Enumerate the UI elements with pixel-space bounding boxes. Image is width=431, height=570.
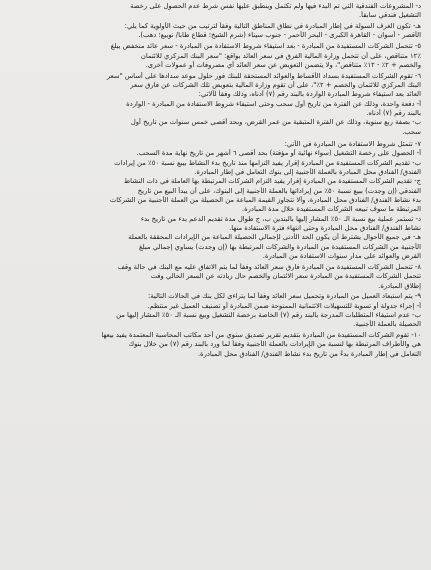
text-line: الحصيلة بالعملة الأجنبية.: [353, 320, 421, 329]
text-line: ٥- تتحمل الشركات المستفيدة من المبادرة - بعد استيفاء شروط الاستفادة من المبادرة - سعر عائد منخفض يبلغ: [110, 42, 421, 51]
text-line: تتحمل الشركات المستفيدة من المبادرة سعر الائتمان والخصم حال زيادته عن السعر الحالي وقت: [150, 272, 421, 281]
text-line: العائد بعد استيفاء شروط المبادرة الواردة بالبند رقم (٧) أدناه، وذلك وفقاً لآلاتي:: [198, 90, 421, 99]
text-line: بالبند رقم (٧) أدناه.: [366, 108, 421, 117]
text-line: أ- دفعة واحدة، وذلك عن الفترة من تاريخ أول سحب وحتى استيفاء شروط الاستفادة من المبادرة - الواردة: [126, 99, 421, 108]
text-line: ب- عدم استيفاء المتطلبات المدرجة بالبند رقم (٧) الخاصة برخصة التشغيل وبيع نسبة الـ ٥٠٪ المشار إليها من: [116, 310, 421, 319]
text-line: هي والأطراف المرتبطة بها لنسبة من الإيرادات بالعملة الأجنبية وفقاً لما ورد بالبند رقم (٧) من خلال بنوك: [128, 340, 421, 349]
text-line: إطلاق المبادرة.: [378, 281, 421, 290]
text-line: د- تستمر عملية بيع نسبة الـ ٥٠٪ المشار إليها بالبندين ب، ج طوال مدة تقديم الدعم بدء من تاريخ بدء: [140, 214, 421, 223]
text-line: هـ- تكون الغرف السولة في إطار المبادرة في نطاق المناطق التالية وفقاً لترتيب من حيث الأولوية كما يلي:: [124, 22, 421, 31]
text-line: التشغيل فندقي سابقاً.: [359, 11, 421, 20]
text-line: ب- تقديم الشركات المستفيدة من المبادرة إقرار يفيد التزامها منذ تاريخ بدء النشاط بيبع نسبة ٥٠٪ من إيرادات: [114, 158, 421, 167]
text-line: المرتبطة ما سوف تبيعه الشركات المستفيدة خلال مدة المبادرة.: [241, 205, 421, 214]
text-line: ب- بصفة ربع سنوية، وذلك عن الفترة المتبقية من عمر القرض، وبحد أقصى خمس سنوات من تاريخ أول: [130, 118, 421, 127]
text-line: أ- الحصول على رخصة التشغيل (سواء نهائية أو مؤقتة) بحد أقصى ٦ أشهر من تاريخ نهاية مدة السحب.: [136, 149, 421, 158]
text-line: والخصم + ٢٪ - ١٢٪ متناقص"، ولا يتضمن التعويض عن سعر العائد أي مصروفات أو عمولات أخرى.: [145, 60, 421, 69]
text-line: الأجنبية من الشركات المستفيدة من المبادرة والشركات المرتبطة بها (إن وجدت) يساوي إجمالي مبلغ: [138, 242, 421, 251]
text-line: ٪١٢ متناقص، على أن تتحمل وزارة المالية الفرق في سعر العائد بواقع: "سعر البنك المركزي للائتمان: [140, 51, 421, 60]
text-line: سحب.: [402, 127, 421, 136]
text-line: القرض والعوائد على مدار سنوات الاستفادة من المبادرة.: [262, 252, 421, 261]
text-line: نشاط الفندق/ الفنادق محل المبادرة وحتى انتهاء فترة الاستفادة منها.: [229, 224, 421, 233]
text-line: د- المشروعات الفندقية التي تم البدء فيها ولم تكتمل وينطبق عليها نفس شرط عدم الحصول على رخصة: [130, 2, 421, 10]
text-line: ١٠- تقوم الشركات المستفيدة من المبادرة بتقديم تقرير تصديق سنوي من أحد مكاتب المحاسبة المعتمدة يفيد بيعها: [101, 331, 421, 340]
text-line: ٦- تقوم الشركات المستفيدة بسداد الأقساط والعوائد المستحقة للبنك فور حلول موعد سدادها على أساس "سعر: [106, 71, 421, 80]
text-line: التعامل في إطار المبادرة بدءً من تاريخ بدء نشاط الفندق/ الفنادق محل المبادرة.: [197, 349, 421, 358]
text-line: أ- إجراء جدولة أو تسوية للتسهيلات الائتمانية الممنوحة ضمن المبادرة أو تصنيف العميل غير منتظم.: [147, 301, 421, 310]
text-line: الفندقي (إن وجدت) ببيع نسبة ٥٠٪ من إيراداتها بالعملة الأجنبية إلى البنوك، على أن يبدأ البيع من تاريخ: [137, 186, 421, 195]
text-line: ٩- يتم استبعاد العميل من المبادرة وتحميل سعر العائد وفقاً لما يتراءى لكل بنك في الحالات التالية:: [147, 292, 421, 301]
text-line: هـ- في جميع الأحوال يشترط أن يكون الحد الأدنى لإجمالي الحصيلة المباعة من الإيرادات المحققة بالعملة: [128, 233, 421, 242]
text-line: ج- تقديم الشركات المستفيدة من المبادرة إقرار يفيد التزام الشركات المرتبطة بها العاملة في ذات النشاط: [123, 177, 421, 186]
text-line: الفندق/ الفنادق محل المبادرة بالعملة الأجنبية إلى بنوك التعامل في إطار المبادرة.: [194, 168, 421, 177]
text-line: الأقصر - أسوان - القاهرة الكبرى - البحر الأحمر - جنوب سيناء (شرم الشيخ؛ قطاع طابا/ نويبع؛ دهب).: [138, 31, 421, 40]
text-line: ٨- تتحمل الشركات المستفيدة من المبادرة فارق سعر العائد وفقاً لما يتم الاتفاق عليه مع البنك في حالة وقف: [117, 262, 421, 271]
text-line: البنك المركزي للائتمان والخصم + ٢٪"، على أن تقوم وزارة المالية بتعويض تلك الشركات عن فارق سعر: [130, 80, 421, 89]
text-line: ٧- تتمثل شروط الاستفادة من المبادرة في الآتي:: [284, 139, 421, 148]
text-line: بدء نشاط الفندق/ الفنادق محل المبادرة، وألا تتجاوز القيمة المباعة من الحصيلة من العملة الأجنبية من الشركات: [109, 196, 421, 205]
